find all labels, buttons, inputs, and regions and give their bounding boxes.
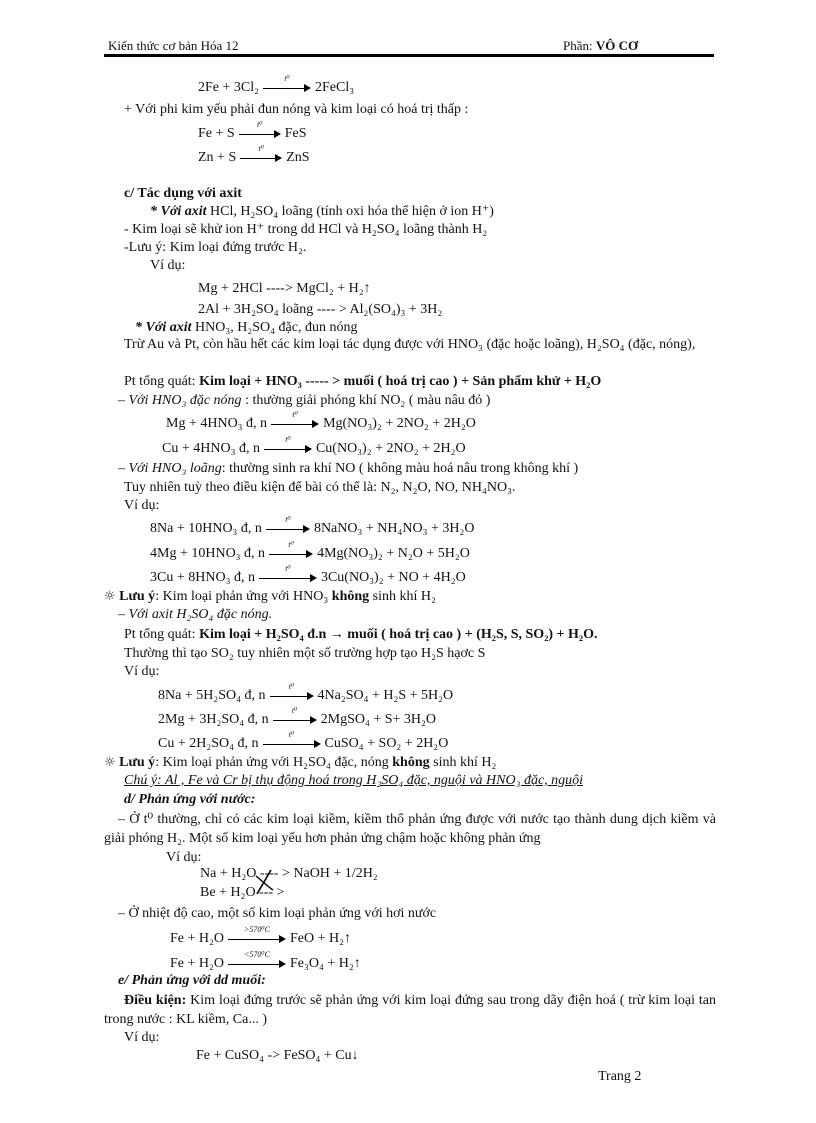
text-line: Ví dụ: [150,258,186,273]
text-paragraph: – Ở t⁰ thường, chỉ có các kim loại kiềm, kiềm thổ phản ứng được với nước tạo thành dung dịch kiềm và giải phóng H₂. Một số kim loại yếu hơn phản ứng chậm hoặc không phản ứng [104,812,716,846]
text-paragraph: Điều kiện: Kim loại đứng trước sẽ phản ứng với kim loại đứng sau trong dãy điện hoá ( trừ kim loại tan trong nước : KL kiềm, Ca... ) [104,993,716,1027]
text-line: Pt tổng quát: Kim loại + HNO₃ ----- > muối ( hoá trị cao ) + Sản phẩm khử + H₂O [124,374,602,389]
reaction-zn-s: Zn + S t⁰ ZnS [198,143,310,165]
arrow-icon: t⁰ [271,418,319,430]
text-line: Ví dụ: [166,850,202,865]
text-line: Pt tổng quát: Kim loại + H₂SO₄ đ.n → muối ( hoá trị cao ) + (H₂S, S, SO₂) + H₂O. [124,627,598,642]
arrow-icon: t⁰ [239,128,281,140]
cross-mark-icon [253,868,275,896]
note-line: ☼ Lưu ý: Kim loại phản ứng với H₂SO₄ đặc, nóng không sinh khí H₂ [104,755,497,770]
reaction-line: 3Cu + 8HNO₃ đ, n t⁰ 3Cu(NO₃)₂ + NO + 4H₂O [150,563,466,585]
reaction-line: Cu + 2H₂SO₄ đ, n t⁰ CuSO₄ + SO₂ + 2H₂O [158,729,449,751]
arrow-icon: t⁰ [269,548,313,560]
reaction-line: Fe + H₂O <570⁰C Fe₃O₄ + H₂↑ [170,949,361,971]
text-line: + Với phi kim yếu phải đun nóng và kim loại có hoá trị thấp : [124,102,469,117]
text-line: Ví dụ: [124,664,160,679]
header-section: Phần: VÔ CƠ [563,38,639,53]
text-line: – Ở nhiệt độ cao, một số kim loại phản ứng với hơi nước [118,906,437,921]
reaction-line: Mg + 4HNO₃ đ, n t⁰ Mg(NO₃)₂ + 2NO₂ + 2H₂O [166,409,476,431]
reaction-line: 4Mg + 10HNO₃ đ, n t⁰ 4Mg(NO₃)₂ + N₂O + 5H₂O [150,539,470,561]
reaction-fe-s: Fe + S t⁰ FeS [198,119,307,141]
reaction-line: Be + H₂O --- > [200,885,285,900]
text-line: Thường thì tạo SO₂ tuy nhiên một số trường hợp tạo H₂S hạơc S [124,646,486,661]
note-line: ☼ Lưu ý: Kim loại phản ứng với HNO₃ không sinh khí H₂ [104,589,436,604]
section-e-title: e/ Phản ứng với dd muối: [118,973,266,988]
text-line: - Kim loại sẽ khử ion H⁺ trong dd HCl và H₂SO₄ loãng thành H₂ [124,222,488,237]
header-section-name: VÔ CƠ [595,38,639,53]
section-c-title: c/ Tác dụng với axit [124,186,242,201]
arrow-icon: t⁰ [273,714,317,726]
sun-icon: ☼ [104,755,116,770]
arrow-icon: t⁰ [259,572,317,584]
reaction-fe-cl2: 2Fe + 3Cl₂ t⁰ 2FeCl₃ [198,73,355,95]
text-line: Tuy nhiên tuỳ theo điều kiện để bài có thể là: N₂, N₂O, NO, NH₄NO₃. [124,480,516,495]
reaction-line: Fe + H₂O >570⁰C FeO + H₂↑ [170,924,351,946]
reaction-line: 2Mg + 3H₂SO₄ đ, n t⁰ 2MgSO₄ + S+ 3H₂O [158,705,437,727]
arrow-icon: t⁰ [263,82,311,94]
text-paragraph: Trừ Au và Pt, còn hầu hết các kim loại tác dụng được với HNO₃ (đặc hoặc loãng), H₂SO₄ (đặc, nóng), [124,337,696,352]
reaction-line: 8Na + 5H₂SO₄ đ, n t⁰ 4Na₂SO₄ + H₂S + 5H₂O [158,681,454,703]
text-line: Ví dụ: [124,1030,160,1045]
arrow-icon: t⁰ [270,690,314,702]
page-number: Trang 2 [598,1069,642,1084]
reaction-line: Na + H₂O ---- > NaOH + 1/2H₂ [200,866,378,881]
sun-icon: ☼ [104,589,116,604]
reaction-line: 2Al + 3H₂SO₄ loãng ---- > Al₂(SO₄)₃ + 3H₂ [198,302,443,317]
reaction-line: Fe + CuSO₄ -> FeSO₄ + Cu↓ [196,1048,359,1063]
text-line: – Với HNO₃ loãng: thường sinh ra khí NO ( không màu hoá nâu trong không khí ) [118,461,579,476]
text-line: -Lưu ý: Kim loại đứng trước H₂. [124,240,307,255]
text-line: Ví dụ: [124,498,160,513]
arrow-icon: >570⁰C [228,933,286,945]
text-line: * Với axit HNO₃, H₂SO₄ đặc, đun nóng [135,320,358,335]
header-subject: Kiến thức cơ bản Hóa 12 [108,38,239,53]
reaction-line: 8Na + 10HNO₃ đ, n t⁰ 8NaNO₃ + NH₄NO₃ + 3H₂O [150,514,475,536]
arrow-icon: t⁰ [264,443,312,455]
text-line: * Với axit HCl, H₂SO₄ loãng (tính oxi hóa thể hiện ở ion H⁺) [150,204,494,219]
arrow-icon: t⁰ [240,152,282,164]
reaction-line: Cu + 4HNO₃ đ, n t⁰ Cu(NO₃)₂ + 2NO₂ + 2H₂O [162,434,466,456]
text-line: – Với axit H₂SO₄ đặc nóng. [118,607,273,622]
header-rule [104,54,714,57]
arrow-icon: t⁰ [263,738,321,750]
section-d-title: d/ Phản ứng với nước: [124,792,256,807]
caution-line: Chú ý: Al , Fe và Cr bị thụ động hoá trong H₂SO₄ đặc, nguội và HNO₃ đặc, nguội [124,773,584,788]
arrow-icon: t⁰ [266,523,310,535]
reaction-line: Mg + 2HCl ----> MgCl₂ + H₂↑ [198,281,371,296]
text-line: – Với HNO₃ đặc nóng : thường giải phóng khí NO₂ ( màu nâu đỏ ) [118,393,491,408]
arrow-icon: <570⁰C [228,958,286,970]
